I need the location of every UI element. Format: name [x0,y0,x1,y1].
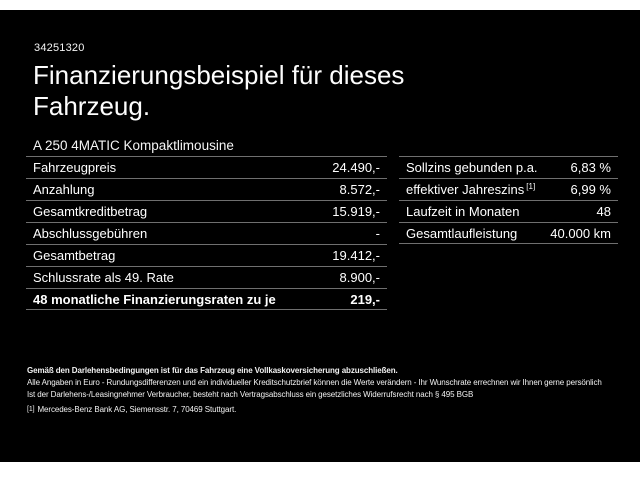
page-title-line1: Finanzierungsbeispiel für dieses [33,60,405,90]
row-label: effektiver Jahreszins [1] [406,181,536,197]
bank-footnote [27,404,635,416]
table-row [399,200,618,222]
disclaimer-line: Ist der Darlehens-/Leasingnehmer Verbraucher, besteht nach Vertragsabschluss ein gesetzliches Widerrufsrecht nach § 495 BGB [27,390,474,399]
row-label: Gesamtkreditbetrag [33,204,148,219]
row-value: - [375,226,380,241]
row-label: Gesamtlaufleistung [406,225,518,241]
row-value: 8.572,- [339,182,380,197]
page-title-line2: Fahrzeug. [33,91,151,121]
table-row [26,222,387,244]
footnote-marker: [1] [526,181,536,191]
footnote-marker: [1] [27,406,35,413]
table-row [399,222,618,244]
row-value: 219,- [350,291,380,307]
vehicle-model: A 250 4MATIC Kompaktlimousine [33,138,234,153]
row-label: Sollzins gebunden p.a. [406,160,538,175]
table-row [26,178,387,200]
table-row [399,178,618,200]
financing-amounts-table [26,156,387,310]
table-row [26,266,387,288]
row-label: Fahrzeugpreis [33,160,117,175]
row-value: 24.490,- [332,160,380,175]
financing-conditions-table [399,156,618,244]
row-value: 48 [596,204,611,219]
row-value: 40.000 km [550,225,611,241]
table-row [26,156,387,178]
row-value: 6,83 % [570,160,611,175]
row-label: Gesamtbetrag [33,248,116,263]
row-value: 15.919,- [332,204,380,219]
disclaimer-line: Alle Angaben in Euro - Rundungsdifferenzen und ein individueller Kreditschutzbrief können die Werte verändern - Ihr Wunschrate errechnen wir Ihnen gerne persönlich [27,378,602,387]
table-row [26,200,387,222]
offer-id: 34251320 [34,42,85,54]
row-value: 6,99 % [570,182,611,197]
legal-footer [27,365,635,416]
footnote-text: Mercedes-Benz Bank AG, Siemensstr. 7, 70469 Stuttgart. [37,405,237,414]
page-title [33,60,404,122]
row-label: Laufzeit in Monaten [406,204,520,219]
financing-offer-slide [0,10,640,462]
table-row [26,244,387,266]
table-row [399,156,618,178]
row-label: Abschlussgebühren [33,226,148,241]
row-label: Schlussrate als 49. Rate [33,270,174,285]
table-row-monthly-rate [26,288,387,310]
row-label: 48 monatliche Finanzierungsraten zu je [33,291,276,307]
row-value: 19.412,- [332,248,380,263]
row-value: 8.900,- [339,270,380,285]
row-label: Anzahlung [33,182,95,197]
insurance-note: Gemäß den Darlehensbedingungen ist für das Fahrzeug eine Vollkaskoversicherung abzuschließen. [27,366,398,375]
